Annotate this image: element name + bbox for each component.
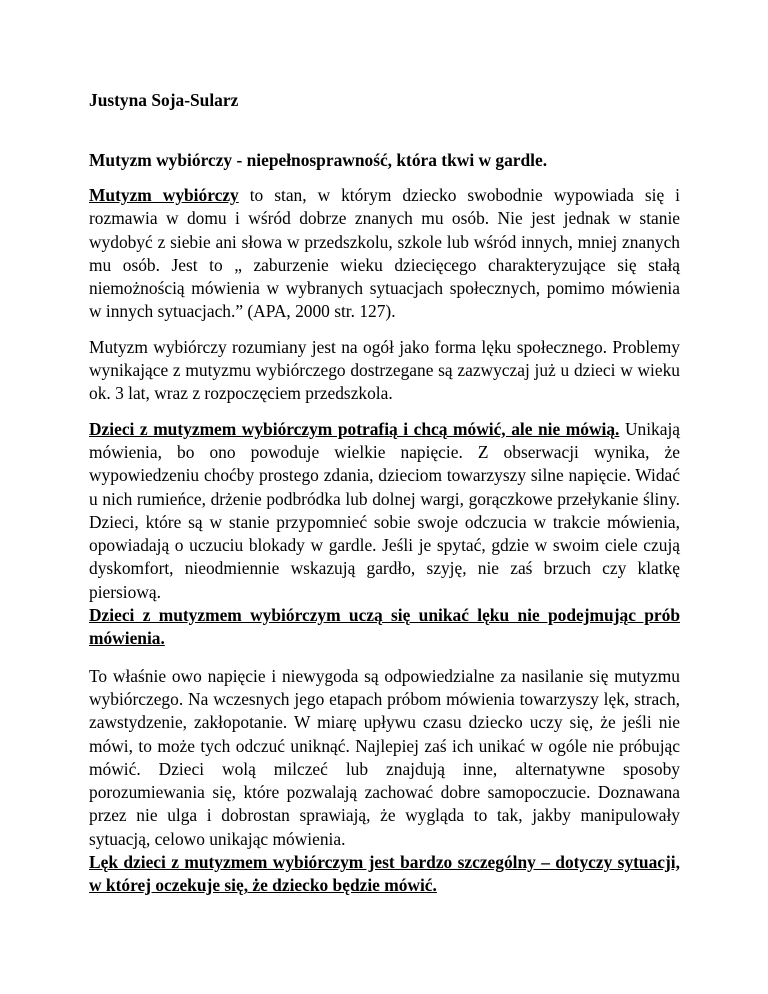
- can-speak-heading: Dzieci z mutyzmem wybiórczym potrafią i chcą mówić, ale nie mówią.: [89, 418, 620, 439]
- author-name: Justyna Soja-Sularz: [89, 90, 239, 110]
- paragraph-definition: [89, 184, 680, 324]
- paragraph-social-anxiety: Mutyzm wybiórczy rozumiany jest na ogół jako forma lęku społecznego. Problemy wynikające z mutyzmu wybiórczego dostrzegane są zazwyczaj już u dzieci w wieku ok. 3 lat, wraz z rozpoczęciem przedszkola.: [89, 336, 680, 404]
- paragraph-can-speak: [89, 418, 680, 604]
- document-title: Mutyzm wybiórczy - niepełnosprawność, która tkwi w gardle.: [89, 150, 548, 170]
- heading-specific-anxiety: Lęk dzieci z mutyzmem wybiórczym jest bardzo szczególny – dotyczy sytuacji, w której oczekuje się, że dziecko będzie mówić.: [89, 852, 680, 896]
- can-speak-text: Unikają mówienia, bo ono powoduje wielkie napięcie. Z obserwacji wynika, że wypowiedzeniu choćby prostego zdania, dzieciom towarzyszy silne napięcie. Widać u nich rumieńce, drżenie podbródka lub dolnej wargi, gorączkowe przełykanie śliny. Dzieci, które są w stanie przypomnieć sobie swoje odczucia w trakcie mówienia, opowiadają o uczuciu blokady w gardle. Jeśli je spytać, gdzie w swoim ciele czują dyskomfort, nieodmiennie wskazują gardło, szyję, nie zaś brzuch czy klatkę piersiową.: [89, 418, 680, 602]
- heading-avoid-anxiety: Dzieci z mutyzmem wybiórczym uczą się unikać lęku nie podejmując prób mówienia.: [89, 605, 680, 649]
- definition-text: to stan, w którym dziecko swobodnie wypowiada się i rozmawia w domu i wśród dobrze znanych mu osób. Nie jest jednak w stanie wydobyć z siebie ani słowa w przedszkolu, szkole lub wśród innych, mniej znanych mu osób. Jest to „ zaburzenie wieku dziecięcego charakteryzujące się stałą niemożnością mówienia w wybranych sytuacjach społecznych, pomimo mówienia w innych sytuacjach.” (APA, 2000 str. 127).: [89, 185, 680, 322]
- paragraph-tension: To właśnie owo napięcie i niewygoda są odpowiedzialne za nasilanie się mutyzmu wybiórczego. Na wczesnych jego etapach próbom mówienia towarzyszy lęk, strach, zawstydzenie, zakłopotanie. W miarę upływu czasu dziecko uczy się, że jeśli nie mówi, to może tych odczuć uniknąć. Najlepiej zaś ich unikać w ogóle nie próbując mówić. Dzieci wolą milczeć lub znajdują inne, alternatywne sposoby porozumiewania się, które pozwalają zachować dobre samopoczucie. Doznawana przez nie ulga i dobrostan sprawiają, że wygląda to tak, jakby manipulowały sytuacją, celowo unikając mówienia.: [89, 665, 680, 849]
- definition-term: Mutyzm wybiórczy: [89, 185, 239, 205]
- document-page: [89, 88, 680, 898]
